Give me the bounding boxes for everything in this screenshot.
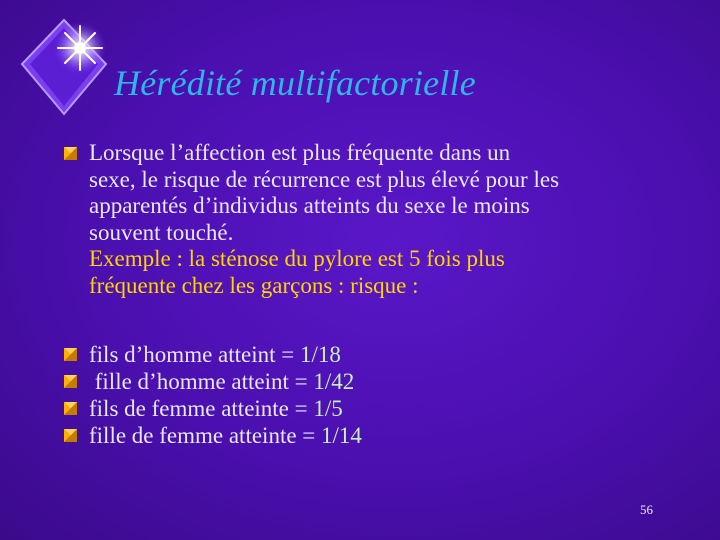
intro-bullet-row xyxy=(64,140,674,299)
risk-label: fils de femme atteinte = xyxy=(89,396,314,421)
bullet-icon xyxy=(64,402,77,415)
list-item xyxy=(64,341,564,368)
intro-line: sexe, le risque de récurrence est plus élevé pour les xyxy=(89,166,560,192)
risk-value: 1/14 xyxy=(321,423,362,448)
example-line: fréquente chez les garçons : risque : xyxy=(89,272,419,298)
list-item xyxy=(64,422,564,449)
page-title: Hérédité multifactorielle xyxy=(114,63,476,103)
page-number: 56 xyxy=(640,502,653,517)
diamond-star-icon xyxy=(14,14,114,124)
risk-value: 1/42 xyxy=(313,369,355,394)
risk-value: 1/5 xyxy=(313,396,343,421)
list-item xyxy=(64,368,564,395)
risk-list xyxy=(64,341,564,449)
risk-label: fils d’homme atteint = xyxy=(89,342,300,367)
intro-line: apparentés d’individus atteints du sexe le moins xyxy=(89,193,530,218)
bullet-icon xyxy=(64,375,77,388)
bullet-icon xyxy=(64,147,77,160)
bullet-icon xyxy=(64,429,77,442)
risk-label: fille de femme atteinte = xyxy=(89,423,322,448)
intro-line: Lorsque l’affection est plus fréquente dans un xyxy=(89,140,511,165)
list-item xyxy=(64,395,564,422)
bullet-icon xyxy=(64,348,77,361)
risk-label: fille d’homme atteint = xyxy=(89,369,314,394)
example-line: Exemple : la sténose du pylore est 5 fois plus xyxy=(89,246,505,271)
intro-line: souvent touché. xyxy=(89,219,234,245)
risk-value: 1/18 xyxy=(300,342,341,367)
intro-paragraph xyxy=(64,140,674,299)
